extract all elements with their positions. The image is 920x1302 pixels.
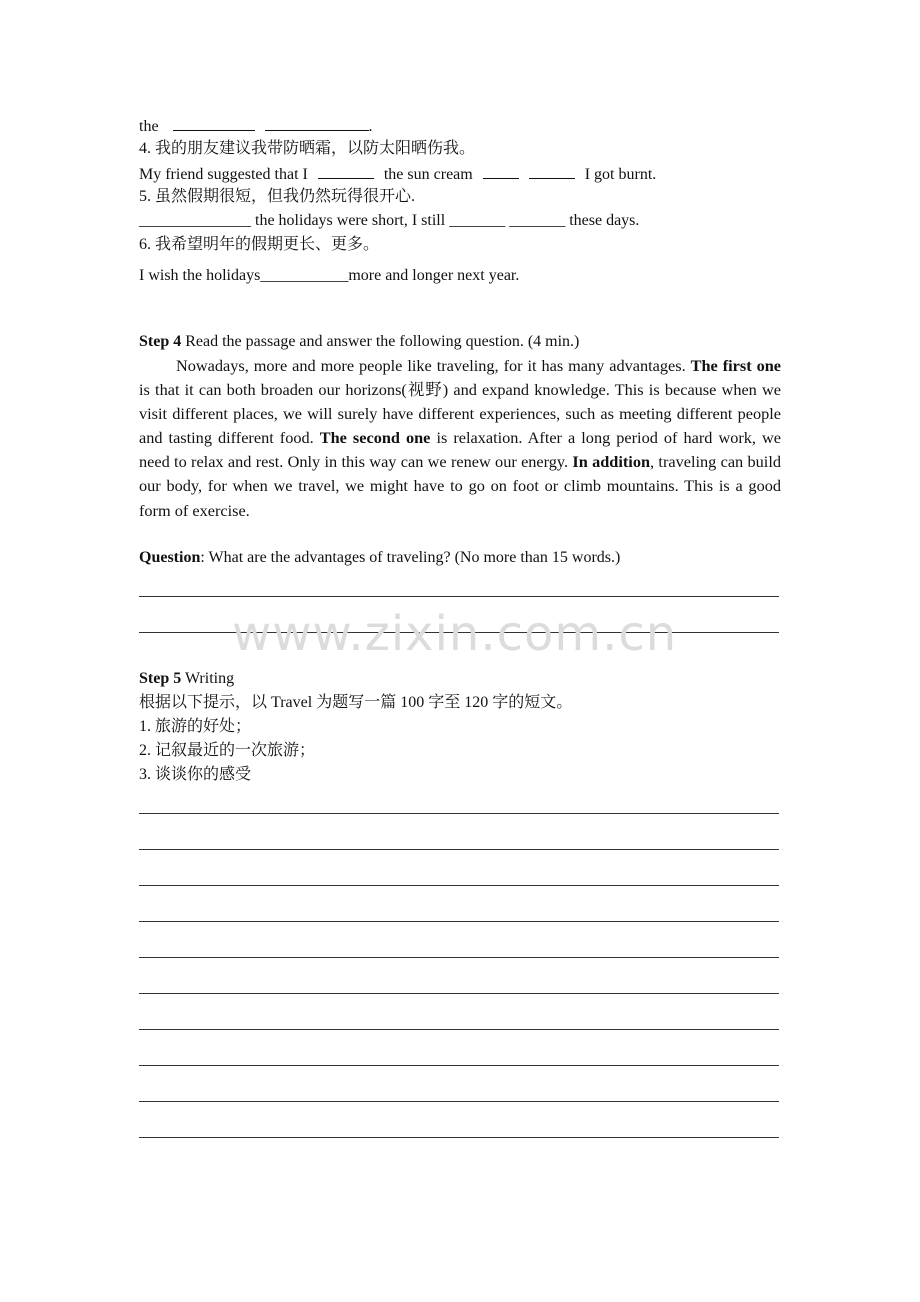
q5-mid: the holidays were short, I still xyxy=(255,212,446,229)
step5-point: 1. 旅游的好处； xyxy=(139,718,252,735)
fill-the-end: . xyxy=(368,118,373,135)
q5-blanks[interactable]: _______ _______ xyxy=(449,212,566,229)
writing-line[interactable] xyxy=(139,957,779,958)
question-label: Question xyxy=(139,549,201,566)
q6-chinese: 6. 我希望明年的假期更长、更多。 xyxy=(139,236,380,253)
q4-chinese: 4. 我的朋友建议我带防晒霜，以防太阳晒伤我。 xyxy=(139,140,476,157)
q4-mid: the sun cream xyxy=(383,166,473,183)
writing-line[interactable] xyxy=(139,1029,779,1030)
passage-segment: Nowadays, more and more people like traveling, for it has many advantages. xyxy=(176,356,691,375)
step5-point: 3. 谈谈你的感受 xyxy=(139,766,252,783)
q6-english xyxy=(139,266,519,286)
step4-instruction: Read the passage and answer the following question. (4 min.) xyxy=(185,333,580,350)
step5-label: Step 5 xyxy=(139,670,182,687)
step5-point: 2. 记叙最近的一次旅游； xyxy=(139,742,316,759)
step5-heading xyxy=(139,669,234,689)
fill-blank[interactable] xyxy=(265,115,369,131)
writing-line[interactable] xyxy=(139,1101,779,1102)
fill-blank[interactable] xyxy=(529,163,575,179)
q5-post: these days. xyxy=(569,212,640,229)
writing-line[interactable] xyxy=(139,885,779,886)
q5-chinese: 5. 虽然假期很短，但我仍然玩得很开心. xyxy=(139,188,416,205)
writing-line[interactable] xyxy=(139,993,779,994)
fill-blank[interactable] xyxy=(483,163,519,179)
passage-bold-segment: In addition xyxy=(572,452,651,472)
writing-line[interactable] xyxy=(139,849,779,850)
passage-bold-segment: The first one xyxy=(690,356,781,375)
step5-prompt: 根据以下提示，以 Travel 为题写一篇 100 字至 120 字的短文。 xyxy=(139,694,573,711)
fill-blank[interactable] xyxy=(173,115,255,131)
fill-blank[interactable] xyxy=(318,163,374,179)
passage-segment: is relaxation. After a long period of hard work, we need to relax and rest. Only in this way can we renew our energy. xyxy=(139,428,781,472)
q4-english xyxy=(139,163,656,185)
passage-segment: , traveling can build our body, for when we travel, we might have to go on foot or climb mountains. This is a good form of exercise. xyxy=(139,452,781,520)
q6-post: more and longer next year. xyxy=(348,267,520,284)
q5-english xyxy=(139,211,639,231)
q6-pre: I wish the holidays xyxy=(139,267,261,284)
watermark: www.zixin.com.cn xyxy=(232,606,678,662)
writing-line[interactable] xyxy=(139,813,779,814)
writing-line[interactable] xyxy=(139,921,779,922)
step4-label: Step 4 xyxy=(139,333,182,350)
q6-blank[interactable]: ___________ xyxy=(260,267,349,284)
passage-segment: is that it can both broaden our horizons(视野) and expand knowledge. This is because when we visit different places, we will surely have different experiences, such as meeting different people and tasting different food. xyxy=(139,380,781,448)
step4-heading xyxy=(139,332,579,352)
writing-line[interactable] xyxy=(139,1065,779,1066)
q4-pre: My friend suggested that I xyxy=(139,166,308,183)
question-text: : What are the advantages of traveling? (No more than 15 words.) xyxy=(200,549,621,566)
fill-line-the xyxy=(139,115,373,137)
step4-question xyxy=(139,548,620,568)
fill-the-text: the xyxy=(139,118,159,135)
step5-title: Writing xyxy=(184,670,235,687)
q4-post: I got burnt. xyxy=(584,166,657,183)
writing-line[interactable] xyxy=(139,1137,779,1138)
answer-line[interactable] xyxy=(139,596,779,597)
q5-pre[interactable]: ______________ xyxy=(139,212,251,229)
step4-passage xyxy=(139,354,781,523)
passage-bold-segment: The second one xyxy=(319,428,431,448)
